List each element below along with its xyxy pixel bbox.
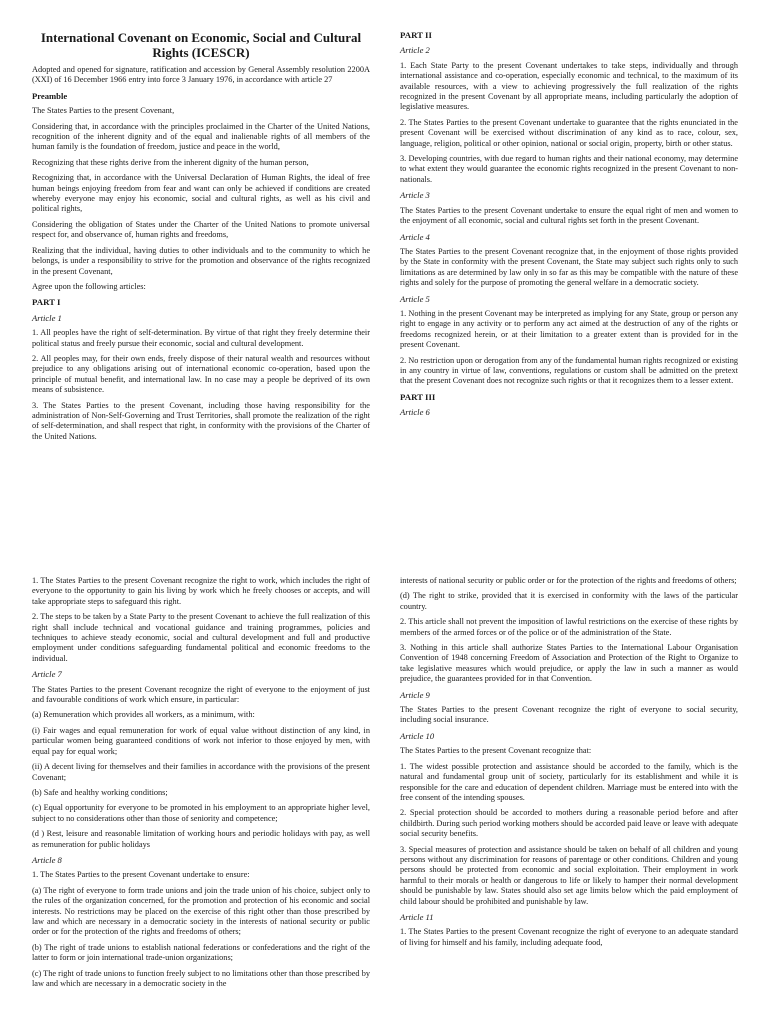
paragraph: 2. The States Parties to the present Covenant undertake to guarantee that the rights enunciated in the present Covenant will be exercised without discrimination of any kind as to race, colour, sex, language, religion, political or other opinion, national or social origin, property, birth or other status.: [400, 117, 738, 148]
paragraph: (d ) Rest, leisure and reasonable limitation of working hours and periodic holidays with pay, as well as remuneration for public holidays: [32, 829, 370, 849]
page1-left-column: [32, 30, 370, 447]
paragraph: 1. The widest possible protection and assistance should be accorded to the family, which is the natural and fundamental group unit of society, particularly for its establishment and while it is responsible for the care and education of dependent children. Marriage must be entered into with the free consent of the intending spouses.: [400, 761, 738, 802]
part-heading: PART II: [400, 30, 432, 40]
page2-right-column: [400, 576, 738, 953]
paragraph: The States Parties to the present Covenant recognize the right of everyone to the enjoyment of just and favourable conditions of work which ensure, in particular:: [32, 684, 370, 705]
paragraph: Recognizing that these rights derive from the inherent dignity of the human person,: [32, 157, 309, 167]
article-heading: Article 1: [32, 312, 62, 323]
paragraph: (d) The right to strike, provided that it is exercised in conformity with the laws of the particular country.: [400, 591, 738, 611]
paragraph: 2. Special protection should be accorded to mothers during a reasonable period before and after childbirth. During such period working mothers should be accorded paid leave or leave with adequate social security benefits.: [400, 808, 738, 839]
article-heading: Article 9: [400, 689, 430, 700]
section-heading: Preamble: [32, 90, 68, 101]
paragraph: 2. All peoples may, for their own ends, freely dispose of their natural wealth and resources without prejudice to any obligations arising out of international economic co-operation, based upon the principle of mutual benefit, and international law. In no case may a people be deprived of its own means of subsistence.: [32, 353, 370, 395]
paragraph: (c) The right of trade unions to function freely subject to no limitations other than those prescribed by law and which are necessary in a democratic society in the: [32, 968, 370, 988]
article-heading: Article 4: [400, 231, 430, 242]
page-separator: [0, 540, 768, 570]
article-heading: Article 6: [400, 407, 430, 418]
paragraph: (a) The right of everyone to form trade unions and join the trade union of his choice, subject only to the rules of the organization concerned, for the promotion and protection of his economic and social interests. No restrictions may be placed on the exercise of this right other than those prescribed by law and which are necessary in a democratic society in the interests of national security or public order or for the protection of the rights and freedoms of others;: [32, 885, 370, 937]
paragraph: 1. Each State Party to the present Covenant undertakes to take steps, individually and through international assistance and co-operation, especially economic and technical, to the maximum of its available resources, with a view to achieving progressively the full realization of the rights recognized in the present Covenant by all appropriate means, including particularly the adoption of legislative measures.: [400, 60, 738, 112]
article-heading: Article 8: [32, 854, 62, 865]
paragraph: (ii) A decent living for themselves and their families in accordance with the provisions of the present Covenant;: [32, 762, 370, 782]
paragraph: 1. The States Parties to the present Covenant undertake to ensure:: [32, 870, 250, 880]
article-heading: Article 7: [32, 669, 62, 680]
document-page-2: [0, 570, 768, 1024]
paragraph: (c) Equal opportunity for everyone to be promoted in his employment to an appropriate higher level, subject to no considerations other than those of seniority and competence;: [32, 803, 370, 823]
paragraph: 3. Special measures of protection and assistance should be taken on behalf of all children and young persons without any discrimination for reasons of parentage or other conditions. Children and young persons should be protected from economic and social exploitation. Their employment in work harmful to their morals or health or dangerous to life or likely to hamper their normal development should be punishable by law. States should also set age limits below which the paid employment of child labour should be prohibited and punishable by law.: [400, 844, 738, 906]
article-heading: Article 2: [400, 45, 430, 56]
paragraph: 3. Nothing in this article shall authorize States Parties to the International Labour Organisation Convention of 1948 concerning Freedom of Association and Protection of the Right to Organize to take legislative measures which would prejudice, or apply the law in such a manner as would prejudice, the guarantees provided for in that Convention.: [400, 643, 738, 684]
paragraph: (b) Safe and healthy working conditions;: [32, 787, 168, 797]
paragraph: 3. Developing countries, with due regard to human rights and their national economy, may determine to what extent they would guarantee the economic rights recognized in the present Covenant to non-nationals.: [400, 154, 738, 184]
page1-right-column: [400, 30, 738, 423]
paragraph: Recognizing that, in accordance with the Universal Declaration of Human Rights, the ideal of free human beings enjoying freedom from fear and want can only be achieved if conditions are created whereby everyone may enjoy his economic, social and cultural rights, as well as his civil and political rights,: [32, 173, 370, 214]
paragraph: The States Parties to the present Covenant recognize that, in the enjoyment of those rights provided by the State in conformity with the present Covenant, the State may subject such rights only to such limitations as are determined by law only in so far as this may be compatible with the nature of these rights and solely for the purpose of promoting the general welfare in a democratic society.: [400, 246, 738, 288]
paragraph: 2. No restriction upon or derogation from any of the fundamental human rights recognized or existing in any country in virtue of law, conventions, regulations or custom shall be admitted on the pretext that the present Covenant does not recognize such rights or that it recognizes them to a lesser extent.: [400, 355, 738, 386]
document-title: International Covenant on Economic, Social and Cultural Rights (ICESCR): [40, 30, 362, 60]
paragraph: 1. The States Parties to the present Covenant recognize the right to work, which includes the right of everyone to the opportunity to gain his living by work which he freely chooses or accepts, and will take appropriate steps to safeguard this right.: [32, 576, 370, 606]
document-subtitle: Adopted and opened for signature, ratification and accession by General Assembly resolution 2200A (XXI) of 16 December 1966 entry into force 3 January 1976, in accordance with article 27: [32, 65, 370, 85]
paragraph: Agree upon the following articles:: [32, 281, 146, 291]
part-heading: PART III: [400, 391, 436, 402]
paragraph: (a) Remuneration which provides all workers, as a minimum, with:: [32, 710, 255, 720]
paragraph: 1. The States Parties to the present Covenant recognize the right of everyone to an adequate standard of living for himself and his family, including adequate food,: [400, 927, 738, 947]
paragraph: The States Parties to the present Covenant recognize that:: [400, 746, 592, 756]
paragraph: (b) The right of trade unions to establish national federations or confederations and the right of the latter to form or join international trade-union organizations;: [32, 942, 370, 963]
paragraph: 1. Nothing in the present Covenant may be interpreted as implying for any State, group or person any right to engage in any activity or to perform any act aimed at the destruction of any of the rights or freedoms recognized herein, or at their limitation to a greater extent than is provided for in the present Covenant.: [400, 308, 738, 350]
article-heading: Article 10: [400, 730, 435, 741]
article-heading: Article 5: [400, 293, 430, 304]
paragraph: 1. All peoples have the right of self-determination. By virtue of that right they freely determine their political status and freely pursue their economic, social and cultural development.: [32, 328, 370, 348]
paragraph: 2. The steps to be taken by a State Party to the present Covenant to achieve the full realization of this right shall include technical and vocational guidance and training programmes, policies and techniques to achieve steady economic, social and cultural development and full and productive employment under conditions safeguarding fundamental political and economic freedoms to the individual.: [32, 612, 370, 663]
paragraph: Considering the obligation of States under the Charter of the United Nations to promote universal respect for, and observance of, human rights and freedoms,: [32, 219, 370, 240]
part-heading: PART I: [32, 297, 61, 308]
paragraph: The States Parties to the present Covenant,: [32, 106, 175, 116]
paragraph: The States Parties to the present Covenant undertake to ensure the equal right of men and women to the enjoyment of all economic, social and cultural rights set forth in the present Covenant.: [400, 205, 738, 226]
paragraph: 2. This article shall not prevent the imposition of lawful restrictions on the exercise of these rights by members of the armed forces or of the police or of the administration of the State.: [400, 617, 738, 637]
paragraph: Realizing that the individual, having duties to other individuals and to the community to which he belongs, is under a responsibility to strive for the promotion and observance of the rights recognized in the present Covenant,: [32, 245, 370, 276]
paragraph: 3. The States Parties to the present Covenant, including those having responsibility for the administration of Non-Self-Governing and Trust Territories, shall promote the realization of the right of self-determination, and shall respect that right, in conformity with the provisions of the Charter of the United Nations.: [32, 400, 370, 441]
article-heading: Article 11: [400, 911, 434, 922]
paragraph: (i) Fair wages and equal remuneration for work of equal value without distinction of any kind, in particular women being guaranteed conditions of work not inferior to those enjoyed by men, with equal pay for equal work;: [32, 725, 370, 756]
article-heading: Article 3: [400, 190, 430, 201]
paragraph: The States Parties to the present Covenant recognize the right of everyone to social security, including social insurance.: [400, 705, 738, 725]
paragraph: Considering that, in accordance with the principles proclaimed in the Charter of the United Nations, recognition of the inherent dignity and of the equal and inalienable rights of all members of the human family is the foundation of freedom, justice and peace in the world,: [32, 121, 370, 152]
page2-left-column: [32, 576, 370, 994]
paragraph: interests of national security or public order or for the protection of the rights and freedoms of others;: [400, 576, 737, 585]
